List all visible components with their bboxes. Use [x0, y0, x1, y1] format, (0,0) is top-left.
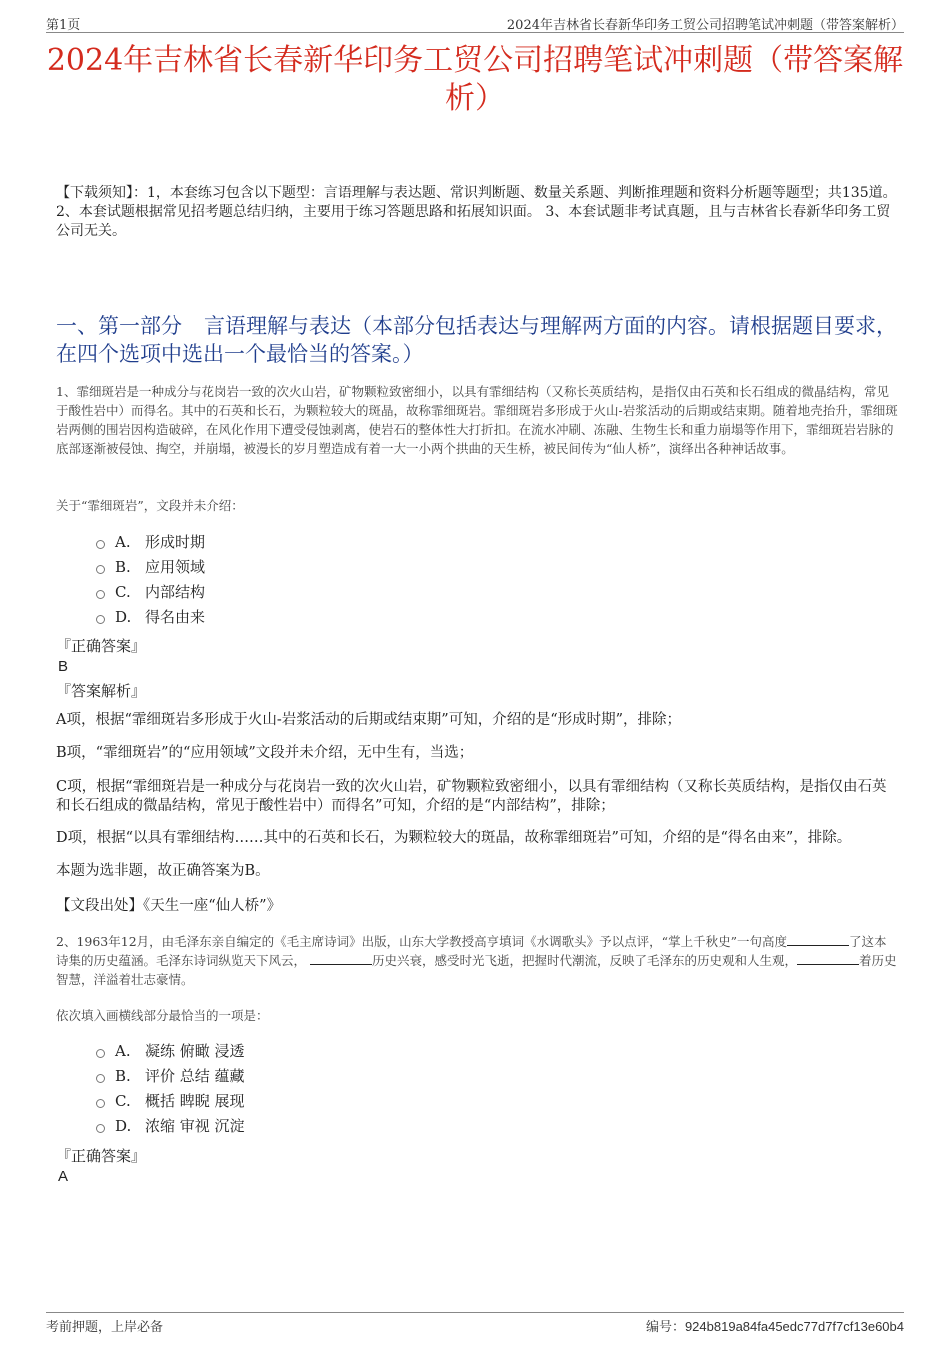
page-number: 第1页 [46, 18, 81, 33]
section-head: 一、第一部分 [56, 314, 182, 338]
q1-analysis-a: A项，根据“霏细斑岩多形成于火山-岩浆活动的后期或结束期”可知，介绍的是“形成时期”，排除； [56, 712, 682, 728]
q1-question: 关于“霏细斑岩”，文段并未介绍： [56, 498, 244, 513]
footer-slogan: 考前押题，上岸必备 [46, 1320, 164, 1335]
q1-analysis-d: D项，根据“以具有霏细结构……其中的石英和长石，为颗粒较大的斑晶，故称霏细斑岩”可知，介绍的是“得名由来”，排除。 [56, 830, 852, 846]
q1-conclusion: 本题为选非题，故正确答案为B。 [56, 863, 270, 879]
radio-icon[interactable] [96, 615, 105, 624]
q1-answer-block [56, 636, 898, 701]
section-heading [56, 312, 898, 368]
q1-analysis-b: B项，“霏细斑岩”的“应用领域”文段并未介绍，无中生有，当选； [56, 745, 474, 761]
section-desc: 言语理解与表达（本部分包括表达与理解两方面的内容。请根据题目要求，在四个选项中选出一个最恰当的答案。） [56, 314, 897, 366]
q1-answer-label: 『正确答案』 [56, 637, 147, 655]
radio-icon[interactable] [96, 1074, 105, 1083]
q2-passage: 2、1963年12月，由毛泽东亲自编定的《毛主席诗词》出版，山东大学教授高亨填词《水调歌头》予以点评，“掌上千秋史”一句高度 了这本诗集的历史蕴涵。毛泽东诗词纵览天下风云， 历史兴衰，感受时光飞逝，把握时代潮流，反映了毛泽东的历史观和人生观， 着历史智慧，洋溢着壮志豪情。 [56, 934, 897, 987]
page-header [46, 14, 904, 33]
q2-question: 依次填入画横线部分最恰当的一项是： [56, 1008, 269, 1023]
radio-icon[interactable] [96, 1049, 105, 1058]
q2-option-a[interactable]: A. 凝练 俯瞰 浸透 [96, 1038, 245, 1063]
q1-options [96, 529, 205, 629]
q1-option-d[interactable]: D. 得名由来 [96, 604, 205, 629]
q1-option-b[interactable]: B. 应用领域 [96, 554, 205, 579]
q1-option-a[interactable]: A. 形成时期 [96, 529, 205, 554]
q2-options [96, 1038, 245, 1138]
q2-option-d[interactable]: D. 浓缩 审视 沉淀 [96, 1113, 245, 1138]
fill-blank-2[interactable] [310, 952, 372, 965]
q1-analysis-c: C项，根据“霏细斑岩是一种成分与花岗岩一致的次火山岩，矿物颗粒致密细小，以具有霏细结构（又称长英质结构，是指仅由石英和长石组成的微晶结构，常见于酸性岩中）而得名”可知，介绍的是“内部结构”，排除； [56, 779, 887, 814]
header-doc-title: 2024年吉林省长春新华印务工贸公司招聘笔试冲刺题（带答案解析） [506, 18, 904, 33]
q1-answer-value: B [58, 658, 69, 675]
page-footer [46, 1312, 904, 1335]
q1-option-c[interactable]: C. 内部结构 [96, 579, 205, 604]
radio-icon[interactable] [96, 1124, 105, 1133]
radio-icon[interactable] [96, 565, 105, 574]
fill-blank-1[interactable] [787, 933, 849, 946]
q2-option-b[interactable]: B. 评价 总结 蕴藏 [96, 1063, 245, 1088]
q2-option-c[interactable]: C. 概括 睥睨 展现 [96, 1088, 245, 1113]
document-title: 2024年吉林省长春新华印务工贸公司招聘笔试冲刺题（带答案解析） [46, 43, 904, 116]
q1-passage: 1、霏细斑岩是一种成分与花岗岩一致的次火山岩，矿物颗粒致密细小，以具有霏细结构（又称长英质结构，是指仅由石英和长石组成的微晶结构，常见于酸性岩中）而得名。其中的石英和长石，为颗粒较大的斑晶，故称霏细斑岩。霏细斑岩多形成于火山-岩浆活动的后期或结束期。随着地壳抬升，霏细斑岩两侧的围岩因构造破碎，在风化作用下遭受侵蚀剥离，使岩石的整体性大打折扣。在流水冲刷、冻融、生物生长和重力崩塌等作用下，霏细斑岩岩脉的底部逐渐被侵蚀、掏空，并崩塌，被漫长的岁月塑造成有着一大一小两个拱曲的天生桥，被民间传为“仙人桥”，演绎出各种神话故事。 [56, 384, 898, 456]
q1-source: 【文段出处】《天生一座“仙人桥”》 [56, 898, 282, 914]
q2-answer-value: A [58, 1168, 69, 1185]
q1-analysis-label: 『答案解析』 [56, 682, 147, 700]
q2-answer-block [56, 1146, 898, 1188]
footer-code: 编号：924b819a84fa45edc77d7f7cf13e60b4 [645, 1319, 904, 1335]
radio-icon[interactable] [96, 1099, 105, 1108]
download-notice: 【下载须知】：1，本套练习包含以下题型：言语理解与表达题、常识判断题、数量关系题、判断推理题和资料分析题等题型；共135道。 2、本套试题根据常见招考题总结归纳，主要用于练习答题思路和拓展知识面。 3、本套试题非考试真题，且与吉林省长春新华印务工贸公司无关。 [56, 185, 897, 239]
fill-blank-3[interactable] [797, 952, 859, 965]
q2-answer-label: 『正确答案』 [56, 1147, 147, 1165]
radio-icon[interactable] [96, 540, 105, 549]
radio-icon[interactable] [96, 590, 105, 599]
